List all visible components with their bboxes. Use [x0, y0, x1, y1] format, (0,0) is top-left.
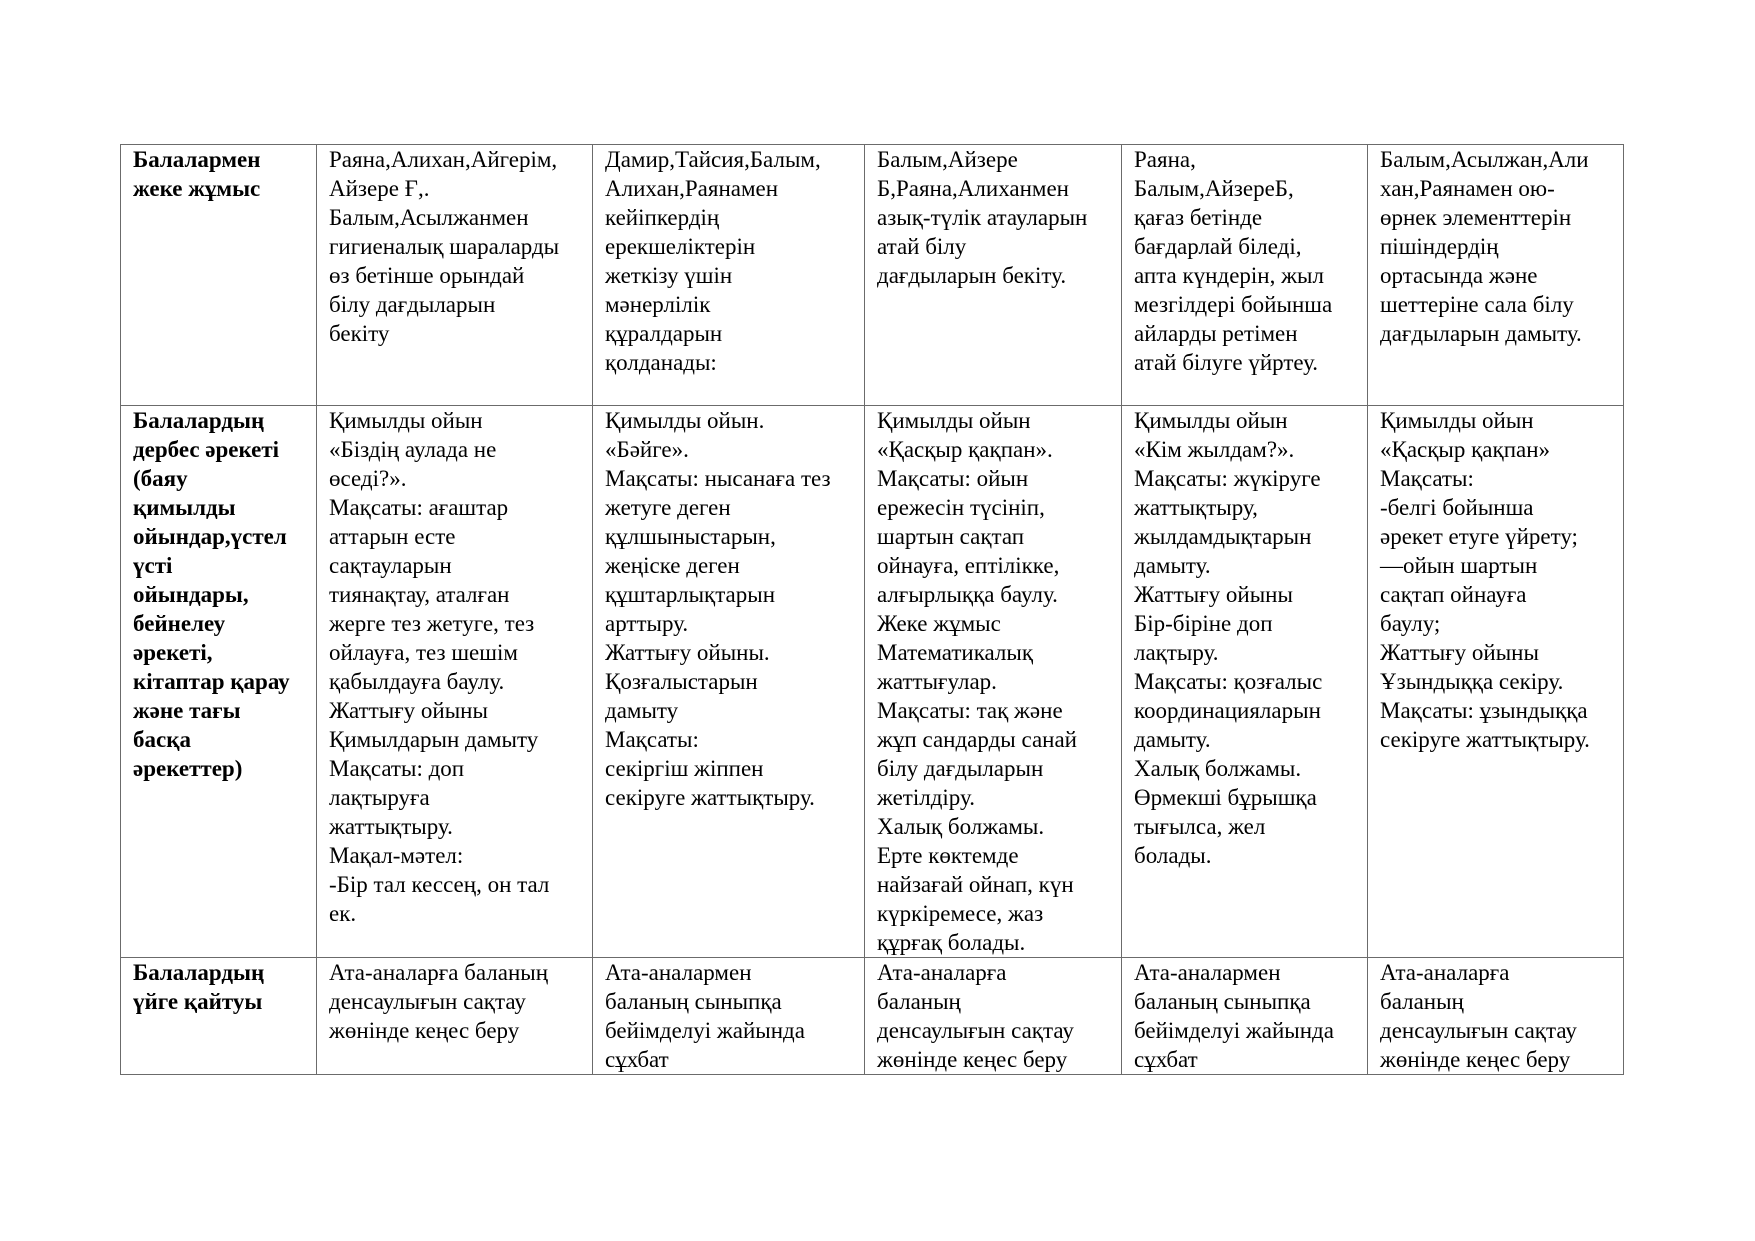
row-heading: Балалардың үйге қайтуы [121, 958, 317, 1075]
table-row-independent-activity [121, 406, 1624, 958]
table-row-individual-work [121, 145, 1624, 406]
table-cell: Қимылды ойын «Кім жылдам?». Мақсаты: жүкіруге жаттықтыру, жылдамдықтарын дамыту. Жаттығу ойыны Бір-біріне доп лақтыру. Мақсаты: қозғалыс координацияларын дамыту. Халық болжамы. Өрмекші бұрышқа тығылса, жел болады. [1122, 406, 1368, 958]
daily-plan-table [120, 144, 1624, 1075]
table-row-going-home [121, 958, 1624, 1075]
table-cell: Қимылды ойын «Біздің аулада не өседі?». Мақсаты: ағаштар аттарын есте сақтауларын тиянақтау, аталған жерге тез жетуге, тез ойлауға, тез шешім қабылдауға баулу. Жаттығу ойыны Қимылдарын дамыту Мақсаты: доп лақтыруға жаттықтыру. Мақал-мәтел: -Бір тал кессең, он тал ек. [317, 406, 593, 958]
row-heading: Балалардың дербес әрекеті (баяу қимылды ойындар,үстел үсті ойындары, бейнелеу әрекеті, кітаптар қарау және тағы басқа әрекеттер) [121, 406, 317, 958]
table-cell: Раяна, Балым,АйзереБ, қағаз бетінде бағдарлай біледі, апта күндерін, жыл мезгілдері бойынша айларды ретімен атай білуге үйртеу. [1122, 145, 1368, 406]
table-cell: Ата-аналарға баланың денсаулығын сақтау жөнінде кеңес беру [1368, 958, 1624, 1075]
table-cell: Ата-аналармен баланың сыныпқа бейімделуі жайында сұхбат [1122, 958, 1368, 1075]
table-cell: Қимылды ойын «Қасқыр қақпан» Мақсаты: -белгі бойынша әрекет етуге үйрету; —ойын шартын сақтап ойнауға баулу; Жаттығу ойыны Ұзындыққа секіру. Мақсаты: ұзындыққа секіруге жаттықтыру. [1368, 406, 1624, 958]
table-cell: Қимылды ойын «Қасқыр қақпан». Мақсаты: ойын ережесін түсініп, шартын сақтап ойнауға, ептілікке, алғырлыққа баулу. Жеке жұмыс Математикалық жаттығулар. Мақсаты: тақ және жұп сандарды санай білу дағдыларын жетілдіру. Халық болжамы. Ерте көктемде найзағай ойнап, күн күркіремесе, жаз құрғақ болады. [865, 406, 1122, 958]
row-heading: Балалармен жеке жұмыс [121, 145, 317, 406]
table-cell: Балым,Айзере Б,Раяна,Алиханмен азық-түлік атауларын атай білу дағдыларын бекіту. [865, 145, 1122, 406]
table-cell: Ата-аналармен баланың сыныпқа бейімделуі жайында сұхбат [593, 958, 865, 1075]
table-cell: Раяна,Алихан,Айгерім, Айзере Ғ,. Балым,Асылжанмен гигиеналық шараларды өз бетінше орындай білу дағдыларын бекіту [317, 145, 593, 406]
table-cell: Дамир,Тайсия,Балым, Алихан,Раянамен кейіпкердің ерекшеліктерін жеткізу үшін мәнерлілік құралдарын қолданады: [593, 145, 865, 406]
table-cell: Ата-аналарға баланың денсаулығын сақтау жөнінде кеңес беру [317, 958, 593, 1075]
table-cell: Ата-аналарға баланың денсаулығын сақтау жөнінде кеңес беру [865, 958, 1122, 1075]
table-cell: Балым,Асылжан,Али хан,Раянамен ою- өрнек элементтерін пішіндердің ортасында және шеттеріне сала білу дағдыларын дамыту. [1368, 145, 1624, 406]
table-cell: Қимылды ойын. «Бәйге». Мақсаты: нысанаға тез жетуге деген құлшыныстарын, жеңіске деген құштарлықтарын арттыру. Жаттығу ойыны. Қозғалыстарын дамыту Мақсаты: секіргіш жіппен секіруге жаттықтыру. [593, 406, 865, 958]
